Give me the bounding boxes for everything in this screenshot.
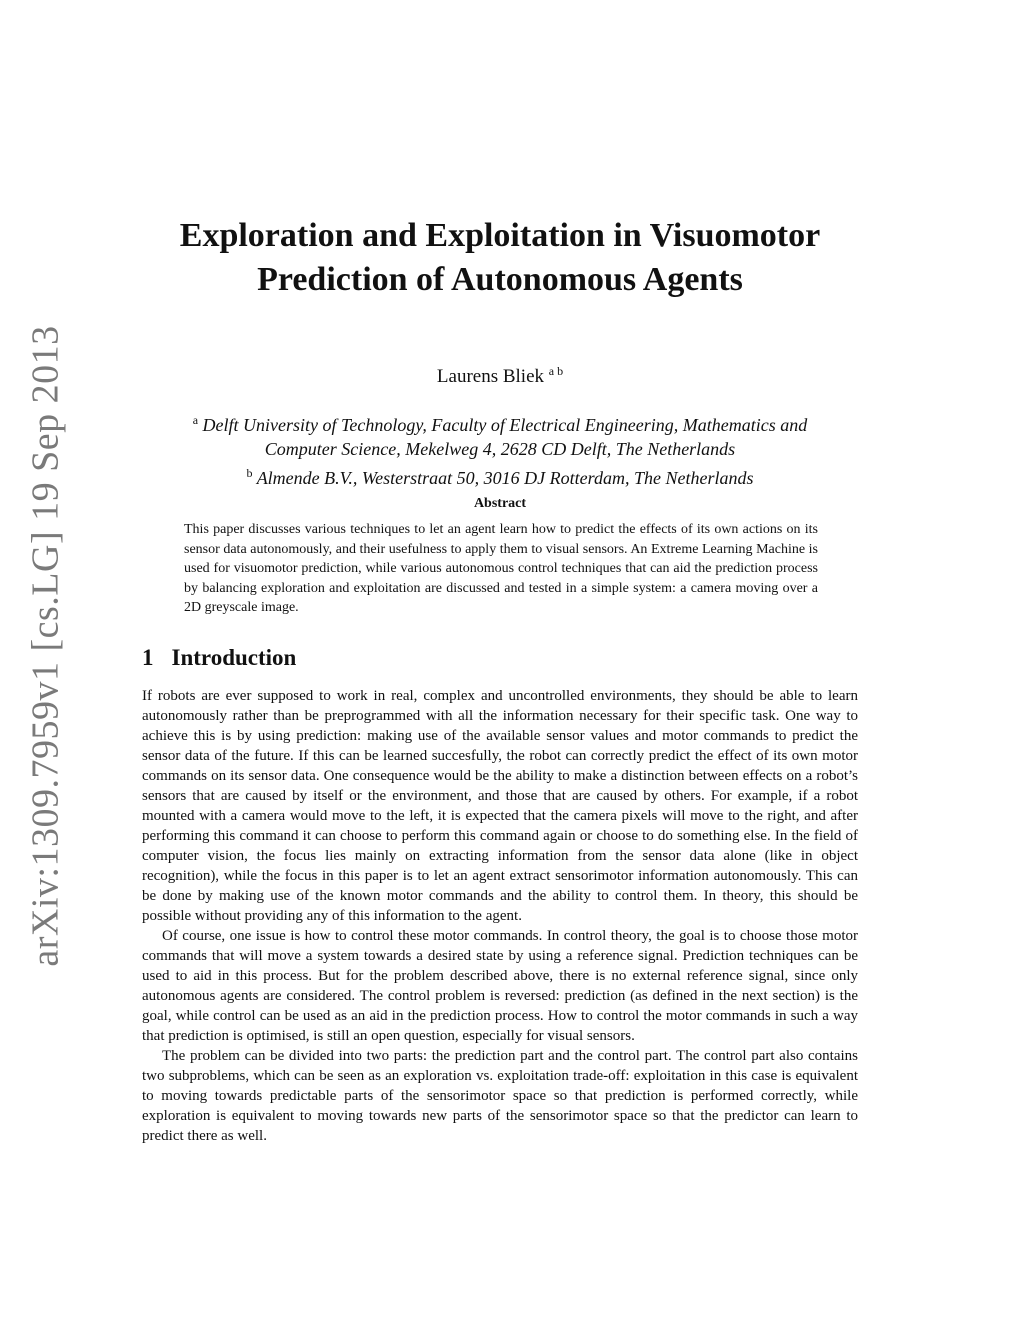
affiliations — [140, 408, 860, 490]
affiliation-a — [140, 408, 860, 437]
paragraph: Of course, one issue is how to control these motor commands. In control theory, the goal is to choose those motor commands that will move a system towards a desired state by using a reference signal. Prediction techniques can be used to aid in this process. But for the problem described above, there is no external reference signal, since only autonomous agents are considered. The control problem is reversed: prediction (as defined in the next section) is the goal, while control can be used as an aid in the prediction process. How to control the motor commands in such a way that prediction is optimised, is still an open question, especially for visual sensors. — [142, 928, 858, 1044]
affiliation-a-line-1: Delft University of Technology, Faculty of Electrical Engineering, Mathematics and — [202, 415, 808, 435]
abstract-text: This paper discusses various techniques to let an agent learn how to predict the effects of its own actions on its sensor data autonomously, and their usefulness to apply them to visual sensors. An Extreme Learning Machine is used for visuomotor prediction, while various autonomous control techniques that can aid the prediction process by balancing exploration and exploitation are discussed and tested in a simple system: a camera moving over a 2D greyscale image. — [184, 522, 818, 615]
affiliation-a-mark: a — [192, 413, 199, 427]
author-line — [140, 358, 860, 390]
section-number: 1 — [142, 645, 154, 670]
introduction-body — [142, 686, 858, 1146]
affiliation-a-line-2: Computer Science, Mekelweg 4, 2628 CD Delft, The Netherlands — [264, 439, 736, 459]
section-heading — [142, 643, 296, 673]
affiliation-b-mark: b — [246, 466, 253, 480]
paragraph: If robots are ever supposed to work in real, complex and uncontrolled environments, they should be able to learn autonomously rather than be preprogrammed with all the information necessary for their specific task. One way to achieve this is by using prediction: making use of the available sensor values and motor commands to predict the sensor data of the future. If this can be learned succesfully, the robot can correctly predict the effect of its own motor commands on its sensor data. One consequence would be the ability to make a distinction between effects on a robot’s sensors that are caused by itself or the environment, and those that are caused by others. For example, if a robot mounted with a camera would move to the left, it is expected that the camera pixels will move to the right, and after performing this command it can choose to perform this command again or choose to do something else. In the field of computer vision, the focus lies mainly on extracting information from the sensor data alone (like in object recognition), while the focus in this paper is to let an agent extract sensorimotor information autonomously. This can be done by making use of the known motor commands and the ability to control them. In theory, this should be possible without providing any of this information to the agent. — [142, 688, 858, 924]
paper-title — [140, 214, 860, 302]
author-affiliation-marks: a b — [548, 364, 564, 378]
paragraph: The problem can be divided into two parts: the prediction part and the control part. The control part also contains two subproblems, which can be seen as an exploration vs. exploitation trade-off: exploitation in this case is equivalent to moving towards predictable parts of the sensorimotor space so that prediction is performed correctly, while exploration is equivalent to moving towards new parts of the sensorimotor space so that the predictor can learn to predict there as well. — [142, 1048, 858, 1144]
paper-title-line-2: Prediction of Autonomous Agents — [257, 261, 743, 298]
section-title: Introduction — [171, 645, 297, 670]
paper-title-line-1: Exploration and Exploitation in Visuomotor — [179, 217, 821, 254]
affiliation-b-line-1: Almende B.V., Westerstraat 50, 3016 DJ Rotterdam, The Netherlands — [256, 468, 754, 488]
affiliation-b — [140, 461, 860, 490]
abstract-heading: Abstract — [473, 496, 527, 511]
arxiv-identifier-text: arXiv:1309.7959v1 [cs.LG] 19 Sep 2013 — [25, 325, 68, 967]
author-name: Laurens Bliek — [436, 366, 545, 387]
arxiv-identifier — [20, 325, 72, 967]
